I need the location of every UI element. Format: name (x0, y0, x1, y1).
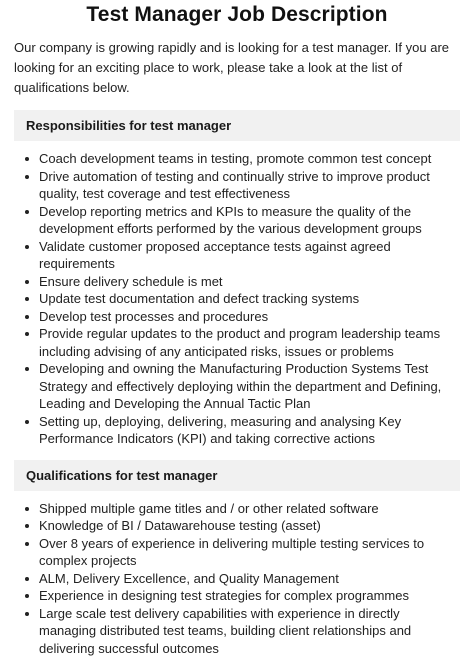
list-item: Validate customer proposed acceptance tests against agreed requirements (38, 238, 460, 273)
list-item: Update test documentation and defect tracking systems (38, 290, 460, 308)
list-item: Develop reporting metrics and KPIs to measure the quality of the development efforts performed by the various development groups (38, 203, 460, 238)
list-item: Developing and owning the Manufacturing Production Systems Test Strategy and effectively deploying within the department and Defining, Leading and Developing the Annual Tactic Plan (38, 360, 460, 413)
page-title: Test Manager Job Description (86, 3, 388, 26)
responsibilities-list (14, 150, 460, 448)
responsibilities-heading: Responsibilities for test manager (14, 110, 460, 141)
list-item: Over 8 years of experience in delivering multiple testing services to complex projects (38, 535, 460, 570)
list-item: Knowledge of BI / Datawarehouse testing (asset) (38, 517, 460, 535)
list-item: Ensure delivery schedule is met (38, 273, 460, 291)
list-item: ALM, Delivery Excellence, and Quality Management (38, 570, 460, 588)
list-item: Large scale test delivery capabilities with experience in directly managing distributed test teams, building client relationships and delivering successful outcomes (38, 605, 460, 657)
list-item: Drive automation of testing and continually strive to improve product quality, test coverage and test effectiveness (38, 168, 460, 203)
list-item: Coach development teams in testing, promote common test concept (38, 150, 460, 168)
list-item: Provide regular updates to the product and program leadership teams including advising of any anticipated risks, issues or problems (38, 325, 460, 360)
list-item: Shipped multiple game titles and / or other related software (38, 500, 460, 518)
list-item: Experience in designing test strategies for complex programmes (38, 587, 460, 605)
list-item: Develop test processes and procedures (38, 308, 460, 326)
list-item: Setting up, deploying, delivering, measuring and analysing Key Performance Indicators (KPI) and taking corrective actions (38, 413, 460, 448)
intro-paragraph: Our company is growing rapidly and is looking for a test manager. If you are looking for an exciting place to work, please take a look at the list of qualifications below. (14, 40, 449, 95)
qualifications-heading: Qualifications for test manager (14, 460, 460, 491)
qualifications-list (14, 500, 460, 657)
